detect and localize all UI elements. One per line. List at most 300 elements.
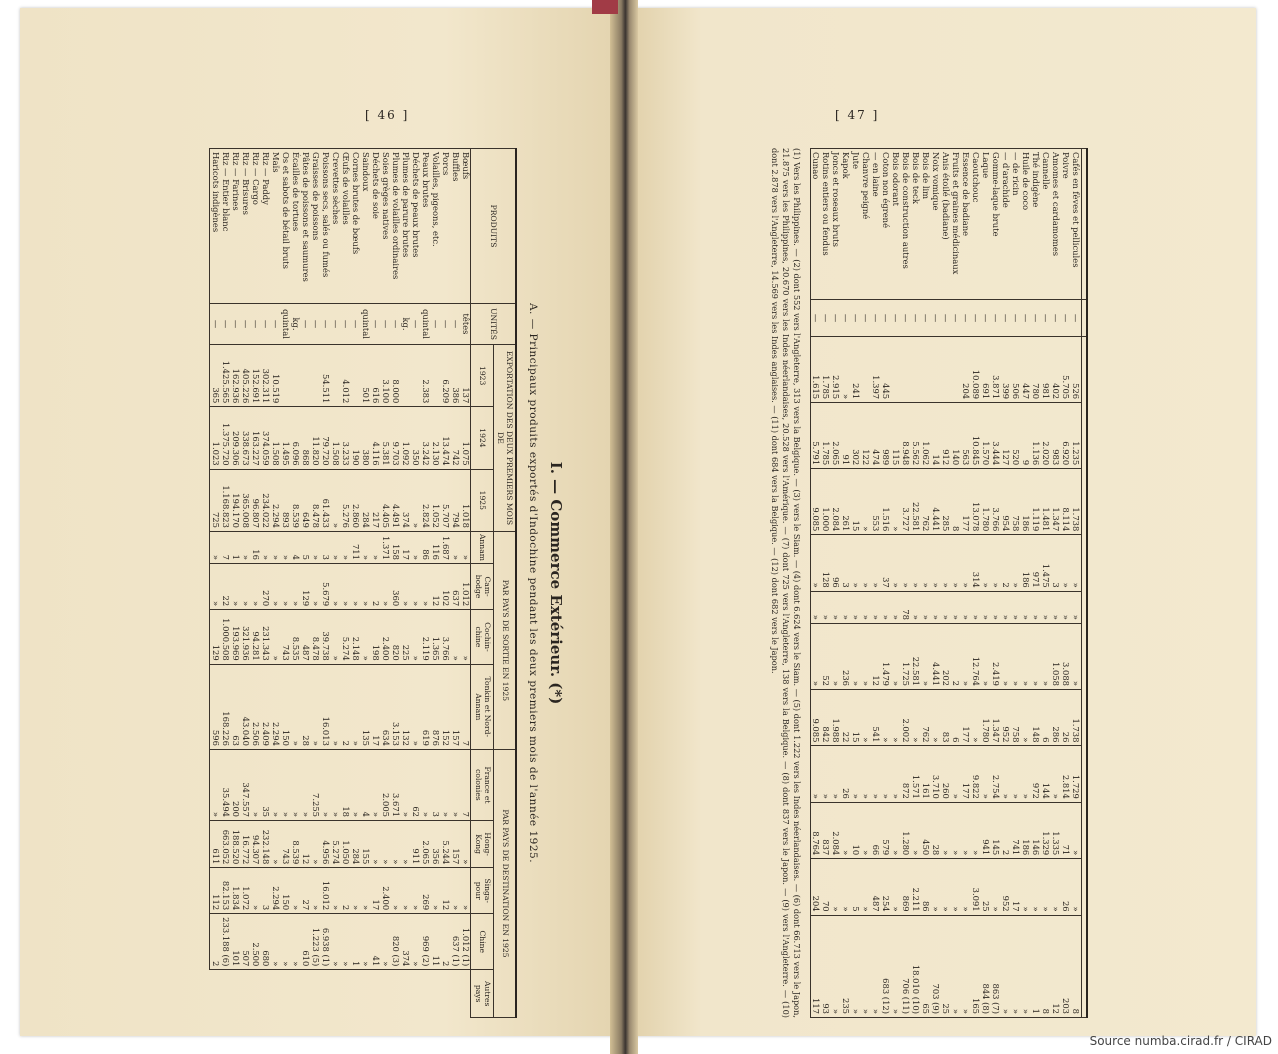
value-cell: » bbox=[911, 690, 921, 746]
value-cell: » bbox=[941, 802, 951, 858]
product-name: Déchets de soie bbox=[370, 149, 380, 304]
value-cell: 43.040 bbox=[240, 664, 250, 749]
value-cell: 28 bbox=[931, 802, 941, 858]
table-row bbox=[891, 149, 901, 1018]
product-name: Haricots indigènes bbox=[210, 149, 221, 304]
value-cell: » bbox=[1011, 591, 1021, 623]
table-row bbox=[951, 149, 961, 1018]
value-cell: 177 bbox=[961, 690, 971, 746]
value-cell: 5.679 bbox=[320, 563, 330, 609]
value-cell: 981 bbox=[1041, 337, 1051, 403]
value-cell: 487 bbox=[300, 610, 310, 665]
table-row bbox=[330, 149, 340, 1018]
value-cell: 1.000 bbox=[821, 469, 831, 535]
value-cell: » bbox=[420, 749, 430, 820]
value-cell: 1.570 bbox=[981, 403, 991, 469]
value-cell: » bbox=[360, 868, 370, 914]
table-right-topline bbox=[1082, 149, 1088, 300]
unit-cell: — bbox=[871, 300, 881, 337]
table-row bbox=[460, 149, 471, 1018]
value-cell: 2 bbox=[340, 664, 350, 749]
value-cell: 8.478 bbox=[310, 469, 320, 531]
value-cell bbox=[911, 337, 921, 403]
value-cell: » bbox=[961, 535, 971, 591]
value-cell: 1.508 bbox=[270, 407, 280, 469]
value-cell: » bbox=[340, 531, 350, 563]
value-cell: » bbox=[350, 563, 360, 609]
value-cell: » bbox=[410, 563, 420, 609]
value-cell: » bbox=[971, 690, 981, 746]
product-name: Buffles bbox=[450, 149, 460, 304]
value-cell: 4.405 bbox=[380, 469, 390, 531]
value-cell: 3.233 bbox=[340, 407, 350, 469]
value-cell: 6 bbox=[1041, 690, 1051, 746]
value-cell: 165 bbox=[971, 915, 981, 1017]
value-cell: » bbox=[390, 820, 400, 867]
value-cell: 4.491 bbox=[390, 469, 400, 531]
value-cell: 129 bbox=[210, 610, 221, 665]
value-cell: » bbox=[310, 664, 320, 749]
unit-cell: — bbox=[370, 304, 380, 345]
value-cell: » bbox=[991, 859, 1001, 915]
value-cell: 1.062 bbox=[921, 403, 931, 469]
value-cell: » bbox=[460, 610, 471, 665]
value-cell: 1.725 bbox=[901, 623, 911, 689]
value-cell: 1.365 bbox=[430, 610, 440, 665]
value-cell bbox=[350, 345, 360, 407]
value-cell: 3.871 bbox=[991, 337, 1001, 403]
value-cell: 2 bbox=[951, 623, 961, 689]
value-cell: 911 bbox=[410, 820, 420, 867]
value-cell: 261 bbox=[841, 469, 851, 535]
value-cell: » bbox=[400, 563, 410, 609]
value-cell: 135 bbox=[360, 664, 370, 749]
value-cell: » bbox=[931, 859, 941, 915]
value-cell: 63 bbox=[230, 664, 240, 749]
value-cell: » bbox=[340, 563, 350, 609]
value-cell: 186 bbox=[1021, 535, 1031, 591]
table-row bbox=[921, 149, 931, 1018]
value-cell: » bbox=[340, 914, 350, 970]
value-cell: 1.223 (5) bbox=[310, 914, 320, 970]
value-cell: 1.075 bbox=[460, 407, 471, 469]
product-name: Cornes brutes de bœufs bbox=[350, 149, 360, 304]
value-cell: » bbox=[270, 820, 280, 867]
value-cell: 380 bbox=[360, 407, 370, 469]
unit-cell: — bbox=[1041, 300, 1051, 337]
value-cell: 3.671 bbox=[390, 749, 400, 820]
value-cell: 3.766 bbox=[991, 469, 1001, 535]
table-row bbox=[210, 149, 221, 1018]
value-cell: 2.294 bbox=[270, 469, 280, 531]
value-cell: » bbox=[951, 915, 961, 1017]
table-row bbox=[1051, 149, 1061, 1018]
value-cell: » bbox=[811, 746, 822, 802]
value-cell: 820 bbox=[390, 610, 400, 665]
product-name: Cannelle bbox=[1041, 149, 1051, 300]
value-cell: » bbox=[1021, 859, 1031, 915]
value-cell: » bbox=[230, 563, 240, 609]
value-cell: 1 bbox=[230, 531, 240, 563]
value-cell: 356 bbox=[430, 820, 440, 867]
value-cell: 374 bbox=[400, 914, 410, 970]
value-cell: » bbox=[1031, 591, 1041, 623]
product-name: Joncs et roseaux bruts bbox=[831, 149, 841, 300]
product-name: Caoutchouc bbox=[971, 149, 981, 300]
value-cell: » bbox=[861, 859, 871, 915]
value-cell: 14 bbox=[931, 403, 941, 469]
value-cell: 16.772 bbox=[240, 820, 250, 867]
value-cell: 161 bbox=[921, 746, 931, 802]
value-cell: 360 bbox=[390, 563, 400, 609]
unit-cell: — bbox=[240, 304, 250, 345]
value-cell: 619 bbox=[420, 664, 430, 749]
value-cell: 7 bbox=[220, 531, 230, 563]
value-cell: 1.785 bbox=[821, 403, 831, 469]
value-cell: 1.329 bbox=[1041, 802, 1051, 858]
unit-cell: — bbox=[350, 304, 360, 345]
unit-cell: — bbox=[250, 304, 260, 345]
value-cell: » bbox=[981, 591, 991, 623]
unit-cell: têtes bbox=[460, 304, 471, 345]
value-cell: 794 bbox=[450, 469, 460, 531]
value-cell: » bbox=[811, 591, 822, 623]
col-cochinchine: Cochin-chine bbox=[471, 610, 493, 665]
value-cell: » bbox=[861, 623, 871, 689]
table-title: A. — Principaux produits exportés d'Indochine pendant les deux premiers mois de l'année 1925. bbox=[527, 302, 539, 864]
table-row bbox=[831, 149, 841, 1018]
value-cell: 952 bbox=[1001, 690, 1011, 746]
value-cell: » bbox=[210, 531, 221, 563]
value-cell: » bbox=[951, 591, 961, 623]
value-cell: » bbox=[270, 563, 280, 609]
value-cell: 150 bbox=[280, 664, 290, 749]
value-cell bbox=[941, 337, 951, 403]
value-cell: 526 bbox=[1071, 337, 1082, 403]
value-cell: 954 bbox=[1001, 469, 1011, 535]
value-cell: 2.824 bbox=[420, 469, 430, 531]
value-cell: 487 bbox=[871, 859, 881, 915]
value-cell: » bbox=[380, 914, 390, 970]
table-row bbox=[280, 149, 290, 1018]
value-cell: 1.729 bbox=[1071, 746, 1082, 802]
value-cell: 6.209 bbox=[440, 345, 450, 407]
value-cell: 611 bbox=[210, 820, 221, 867]
table-row bbox=[1061, 149, 1071, 1018]
value-cell: 983 bbox=[1051, 403, 1061, 469]
value-cell: 9.703 bbox=[390, 407, 400, 469]
value-cell: » bbox=[941, 535, 951, 591]
value-cell: 12 bbox=[430, 563, 440, 609]
value-cell: 12 bbox=[1051, 915, 1061, 1017]
value-cell: 140 bbox=[951, 403, 961, 469]
value-cell: » bbox=[240, 563, 250, 609]
unit-cell: quintal bbox=[280, 304, 290, 345]
table-row bbox=[981, 149, 991, 1018]
value-cell: 3.242 bbox=[420, 407, 430, 469]
value-cell: » bbox=[971, 591, 981, 623]
value-cell: » bbox=[330, 610, 340, 665]
value-cell: » bbox=[851, 623, 861, 689]
value-cell: » bbox=[811, 623, 822, 689]
value-cell: » bbox=[831, 591, 841, 623]
value-cell: 157 bbox=[450, 664, 460, 749]
value-cell: 314 bbox=[971, 535, 981, 591]
value-cell: 386 bbox=[450, 345, 460, 407]
product-name: Coton non égrené bbox=[881, 149, 891, 300]
value-cell: 163.227 bbox=[250, 407, 260, 469]
value-cell: » bbox=[851, 591, 861, 623]
value-cell: 158 bbox=[390, 531, 400, 563]
table-row bbox=[1001, 149, 1011, 1018]
table-row bbox=[300, 149, 310, 1018]
value-cell: » bbox=[1001, 746, 1011, 802]
value-cell: 1.481 bbox=[1041, 469, 1051, 535]
value-cell: 872 bbox=[901, 746, 911, 802]
value-cell: » bbox=[330, 664, 340, 749]
value-cell: 4 bbox=[290, 531, 300, 563]
table-row bbox=[971, 149, 981, 1018]
value-cell: 2.130 bbox=[430, 407, 440, 469]
value-cell: » bbox=[911, 535, 921, 591]
table-row bbox=[1031, 149, 1041, 1018]
table-row bbox=[871, 149, 881, 1018]
unit-cell: — bbox=[270, 304, 280, 345]
value-cell: 374.059 bbox=[260, 407, 270, 469]
value-cell: 200 bbox=[230, 749, 240, 820]
value-cell: 10.089 bbox=[971, 337, 981, 403]
value-cell: 941 bbox=[981, 802, 991, 858]
value-cell bbox=[891, 337, 901, 403]
table-row bbox=[440, 149, 450, 1018]
value-cell: » bbox=[450, 531, 460, 563]
value-cell: 2.084 bbox=[831, 469, 841, 535]
value-cell: » bbox=[330, 469, 340, 531]
value-cell: 8.539 bbox=[290, 469, 300, 531]
value-cell: 112 bbox=[210, 868, 221, 914]
value-cell: 62 bbox=[410, 749, 420, 820]
value-cell: 634 bbox=[380, 664, 390, 749]
col-france: France et colonies bbox=[471, 749, 493, 820]
value-cell: 82.153 bbox=[220, 868, 230, 914]
value-cell: 1.012 bbox=[460, 563, 471, 609]
col-chine: Chine bbox=[471, 914, 493, 970]
unit-cell: quintal bbox=[420, 304, 430, 345]
value-cell: 27 bbox=[300, 868, 310, 914]
table-row bbox=[450, 149, 460, 1018]
value-cell: » bbox=[861, 690, 871, 746]
value-cell: 17 bbox=[400, 531, 410, 563]
col-year-1924: 1924 bbox=[471, 407, 493, 469]
value-cell: 2.294 bbox=[270, 868, 280, 914]
col-sortie: PAR PAYS DE SORTIE EN 1925 bbox=[493, 531, 516, 749]
source-credit: Source numba.cirad.fr / CIRAD bbox=[1089, 1034, 1272, 1048]
value-cell: 225 bbox=[400, 610, 410, 665]
value-cell: 79.720 bbox=[320, 407, 330, 469]
value-cell: 4.012 bbox=[340, 345, 350, 407]
value-cell: » bbox=[1061, 535, 1071, 591]
value-cell: 2.005 bbox=[380, 749, 390, 820]
unit-cell: — bbox=[911, 300, 921, 337]
unit-cell: — bbox=[390, 304, 400, 345]
value-cell: 2.383 bbox=[420, 345, 430, 407]
value-cell: 152 bbox=[440, 664, 450, 749]
value-cell: » bbox=[891, 859, 901, 915]
unit-cell: — bbox=[1061, 300, 1071, 337]
product-name: Bœufs bbox=[460, 149, 471, 304]
value-cell: 637 (1) bbox=[450, 914, 460, 970]
value-cell: » bbox=[320, 749, 330, 820]
value-cell: 2.500 bbox=[250, 914, 260, 970]
value-cell: 52 bbox=[821, 623, 831, 689]
value-cell: 302 bbox=[851, 403, 861, 469]
value-cell: 3.727 bbox=[901, 469, 911, 535]
value-cell: 1.375.720 bbox=[220, 407, 230, 469]
value-cell: » bbox=[1051, 591, 1061, 623]
value-cell: 507 bbox=[240, 914, 250, 970]
unit-cell: — bbox=[260, 304, 270, 345]
value-cell: 1.168.823 bbox=[220, 469, 230, 531]
value-cell: 2.915 bbox=[831, 337, 841, 403]
value-cell: 1.280 bbox=[901, 802, 911, 858]
product-name: Porcs bbox=[440, 149, 450, 304]
value-cell: » bbox=[410, 868, 420, 914]
table-row bbox=[1041, 149, 1051, 1018]
value-cell: 12.764 bbox=[971, 623, 981, 689]
unit-cell: — bbox=[891, 300, 901, 337]
value-cell: 3.766 bbox=[440, 610, 450, 665]
unit-cell: — bbox=[941, 300, 951, 337]
value-cell: 128 bbox=[821, 535, 831, 591]
value-cell: » bbox=[951, 746, 961, 802]
value-cell: 3 bbox=[260, 868, 270, 914]
value-cell: » bbox=[380, 820, 390, 867]
value-cell: 17 bbox=[370, 868, 380, 914]
value-cell: » bbox=[1011, 535, 1021, 591]
value-cell: 15 bbox=[851, 690, 861, 746]
product-name: Essence de badiane bbox=[961, 149, 971, 300]
value-cell: 285 bbox=[941, 469, 951, 535]
value-cell: 1.687 bbox=[440, 531, 450, 563]
product-name: Soies grèges natives bbox=[380, 149, 390, 304]
value-cell: 3 bbox=[1051, 535, 1061, 591]
value-cell: 3 bbox=[320, 531, 330, 563]
col-unites: UNITÉS bbox=[471, 304, 516, 345]
value-cell: » bbox=[270, 749, 280, 820]
value-cell: » bbox=[280, 531, 290, 563]
unit-cell: — bbox=[1031, 300, 1041, 337]
value-cell: » bbox=[370, 820, 380, 867]
value-cell: » bbox=[861, 469, 871, 535]
value-cell: » bbox=[1041, 591, 1051, 623]
value-cell: 122 bbox=[861, 403, 871, 469]
unit-cell: — bbox=[410, 304, 420, 345]
value-cell: 1.018 bbox=[460, 469, 471, 531]
value-cell: 4.116 bbox=[370, 407, 380, 469]
value-cell: 758 bbox=[1011, 469, 1021, 535]
value-cell: » bbox=[961, 859, 971, 915]
value-cell: » bbox=[921, 535, 931, 591]
value-cell: 1.347 bbox=[991, 690, 1001, 746]
value-cell: 7 bbox=[460, 664, 471, 749]
table-row bbox=[931, 149, 941, 1018]
table-row bbox=[430, 149, 440, 1018]
value-cell: » bbox=[410, 531, 420, 563]
value-cell: » bbox=[460, 820, 471, 867]
value-cell: 971 bbox=[1031, 535, 1041, 591]
col-year-1925: 1925 bbox=[471, 469, 493, 531]
value-cell bbox=[280, 345, 290, 407]
value-cell: 2.860 bbox=[350, 469, 360, 531]
product-name: Déchets de peaux brutes bbox=[410, 149, 420, 304]
unit-cell: quintal bbox=[360, 304, 370, 345]
value-cell: 868 bbox=[300, 407, 310, 469]
value-cell: 520 bbox=[1011, 403, 1021, 469]
value-cell: » bbox=[851, 746, 861, 802]
value-cell: 203 bbox=[1061, 915, 1071, 1017]
value-cell: 155 bbox=[360, 820, 370, 867]
value-cell: 4.956 bbox=[320, 820, 330, 867]
value-cell: » bbox=[330, 531, 340, 563]
value-cell: 91 bbox=[841, 403, 851, 469]
value-cell: 236 bbox=[841, 623, 851, 689]
value-cell: » bbox=[851, 535, 861, 591]
value-cell: » bbox=[871, 746, 881, 802]
value-cell: » bbox=[931, 535, 941, 591]
value-cell: 127 bbox=[1001, 403, 1011, 469]
value-cell: » bbox=[861, 591, 871, 623]
product-name: Riz — Farines bbox=[230, 149, 240, 304]
value-cell: » bbox=[1001, 591, 1011, 623]
section-heading: I. — Commerce Extérieur. (*) bbox=[547, 461, 565, 705]
value-cell: 2.119 bbox=[420, 610, 430, 665]
value-cell: 2.084 bbox=[831, 802, 841, 858]
value-cell: 12 bbox=[440, 868, 450, 914]
value-cell: 4.441 bbox=[931, 469, 941, 535]
value-cell: 22.581 bbox=[911, 469, 921, 535]
value-cell: » bbox=[951, 535, 961, 591]
value-cell: » bbox=[871, 591, 881, 623]
value-cell: 741 bbox=[1011, 802, 1021, 858]
unit-cell: — bbox=[330, 304, 340, 345]
value-cell: 241 bbox=[851, 337, 861, 403]
value-cell: 445 bbox=[881, 337, 891, 403]
col-tonkin: Tonkin et Nord-Annam bbox=[471, 664, 493, 749]
value-cell: 8.114 bbox=[1061, 469, 1071, 535]
product-name: Anis étoilé (badiane) bbox=[941, 149, 951, 300]
value-cell: 837 bbox=[821, 802, 831, 858]
unit-cell: — bbox=[881, 300, 891, 337]
value-cell: 2.400 bbox=[380, 610, 390, 665]
table-row bbox=[260, 149, 270, 1018]
product-name: Écailles de tortues bbox=[290, 149, 300, 304]
value-cell: 321.936 bbox=[240, 610, 250, 665]
value-cell: 405.226 bbox=[240, 345, 250, 407]
value-cell: 269 bbox=[420, 868, 430, 914]
value-cell: 286 bbox=[1051, 690, 1061, 746]
value-cell: » bbox=[961, 591, 971, 623]
value-cell: 1.780 bbox=[981, 469, 991, 535]
value-cell: 616 bbox=[370, 345, 380, 407]
value-cell: 26 bbox=[1061, 859, 1071, 915]
value-cell: 22.581 bbox=[911, 623, 921, 689]
unit-cell: — bbox=[300, 304, 310, 345]
value-cell: 2.419 bbox=[991, 623, 1001, 689]
table-row bbox=[410, 149, 420, 1018]
value-cell: 78 bbox=[901, 591, 911, 623]
page-number-right: [ 47 ] bbox=[835, 108, 880, 122]
value-cell: 3.153 bbox=[390, 664, 400, 749]
